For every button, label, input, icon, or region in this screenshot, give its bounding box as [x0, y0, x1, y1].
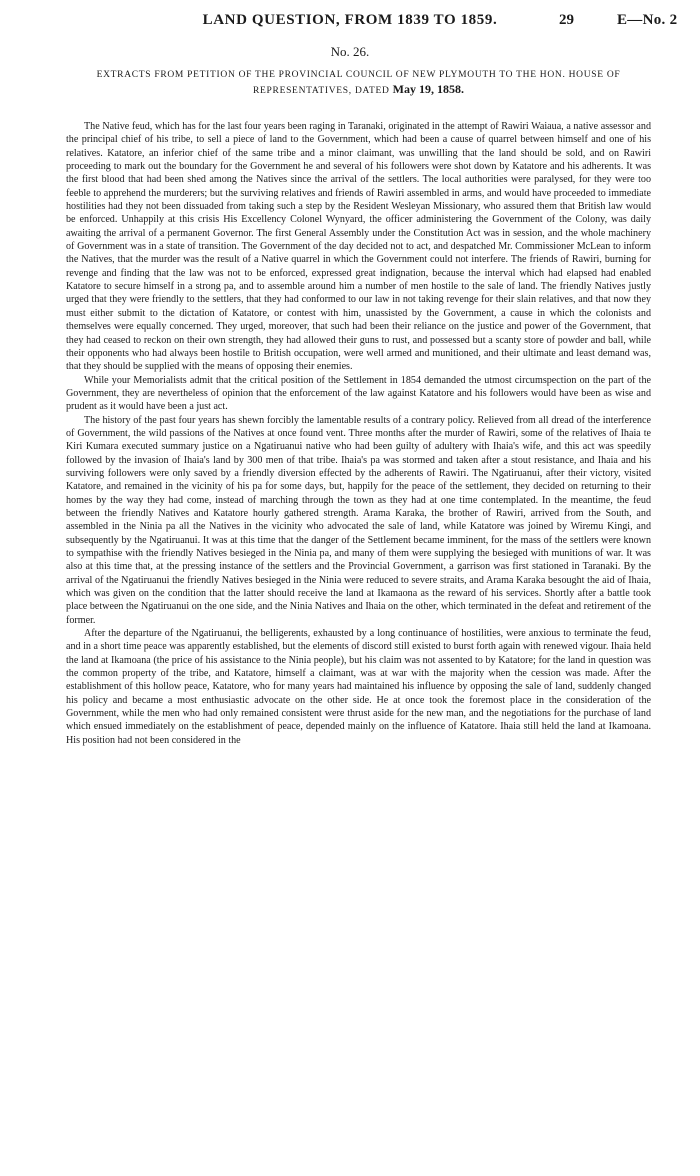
- paragraph: While your Memorialists admit that the critical position of the Settlement in 1854 demanded the utmost circumspection on the part of the Government, they are nevertheless of opinion that the enforcement of the law against Katatore and his followers would have been as wise and prudent as it would have been a just act.: [66, 374, 651, 413]
- page-number: 29: [559, 12, 574, 28]
- extract-heading: [66, 68, 651, 98]
- paragraph: After the departure of the Ngatiruanui, the belligerents, exhausted by a long continuance of hostilities, were anxious to terminate the feud, and in a short time peace was apparently established, but the elements of discord still existed to burst forth again with renewed vigour. Ihaia held the land at Ikamoana (the price of his assistance to the Ninia people), but his claim was not assented to by Katatore; for the land in question was the common property of the tribe, and Katatore, himself a claimant, was at war with the majority when the cession was made. After the establishment of this hollow peace, Katatore, who for many years had maintained his influence by opposing the sale of land, suddenly changed his policy and became a most enthusiastic advocate on the other side. He at once took the foremost place in the consideration of the Government, while the men who had only remained consistent were thrust aside for the new man, and the negotiations for the purchase of land which ensued immediately on the establishment of peace, depended mainly on the influence of Katatore. Ihaia still held the land at Ikamoana. His position had not been considered in the: [66, 628, 651, 746]
- paragraph: The Native feud, which has for the last four years been raging in Taranaki, originated in the attempt of Rawiri Waiaua, a native assessor and the principal chief of his tribe, to sell a piece of land to the Government, which had been a cause of quarrel between himself and one of his relatives. Katatore, an inferior chief of the same tribe and a minor claimant, was unwilling that the land should be sold, and on Rawiri proceeding to mark out the boundary for the Government he and several of his followers were shot down by Katatore and his adherents. It was the first blood that had been shed among the Natives since the arrival of the settlers. The local authorities were paralysed, for they were too feeble to apprehend the murderers; but the surviving relatives and friends of Rawiri assembled in arms, and would have proceeded to immediate hostilities had they not been dissuaded from taking such a step by the Resident Wesleyan Missionary, who assured them that British law would be enforced. Unhappily at this crisis His Excellency Colonel Wynyard, the officer administering the Government of the Colony, was daily awaiting the arrival of a permanent Governor. The first General Assembly under the Constitution Act was in session, and the whole machinery of Government was in a state of transition. The Government of the day decided not to act, and despatched Mr. Commissioner McLean to inform the Natives, that the murder was the result of a Native quarrel in which the Government could not interfere. The friends of Rawiri, burning for revenge and finding that the law was not to be enforced, expressed great indignation, because the interval which had elapsed had enabled Katatore to secure himself in a strong pa, and to assemble around him a number of men hostile to the sale of land. The friendly Natives justly urged that they were friendly to the settlers, that they had conformed to our law in not taking revenge for their slain relatives, and that now they must either submit to the dictation of Katatore, or contest with him, unassisted by the Government, a cause in which the colonists and themselves were equally concerned. They urged, moreover, that such had been their reliance on the justice and power of the Government, that they had ceased to reckon on their own strength, they had allowed their guns to rust, and possessed but a scanty store of powder and ball, while their opponents who had always been hostile to British occupation, were well armed and munitioned, and their ultimate and least demand was, that they should be supplied with the means of opposing their enemies.: [66, 121, 651, 373]
- petition-body: [66, 120, 651, 1160]
- extract-heading-text: EXTRACTS FROM PETITION OF THE PROVINCIAL COUNCIL OF NEW PLYMOUTH TO THE HON. HOUSE OF REPRESENTATIVES, DATED: [96, 70, 621, 96]
- document-reference: E—No. 2: [617, 12, 678, 28]
- running-header: [0, 12, 700, 34]
- paragraph: The history of the past four years has shewn forcibly the lamentable results of a contrary policy. Relieved from all dread of the interference of Government, the wild passions of the Natives at once found vent. Three months after the murder of Rawiri, some of the relatives of Ihaia te Kiri Kumara executed summary justice on a Ngatiruanui native who had been guilty of adultery with Ihaia's wife, and this act was speedily followed by the invasion of Ihaia's land by 300 men of that tribe. Ihaia's pa was stormed and taken after a stout resistance, and Ihaia and his surviving followers were only saved by a friendly diversion effected by the adherents of Rawiri. The Ngatiruanui, after their victory, visited Katatore, and remained in the vicinity of his pa for some days, but, happily for the peace of the settlement, they decided on returning to their homes by the way they had come, instead of marching through the town as they had at one time contemplated. In the meantime, the feud between the friendly Natives and Katatore hourly gathered strength. Arama Karaka, the brother of Rawiri, arrived from the South, and assembled in the Ninia pa all the Natives in the vicinity who advocated the sale of land, while Katatore was joined by Wiremu Kingi, and subsequently by the Ngatiruanui. It was at this time that the danger of the Settlement became imminent, for the mass of the settlers were known to sympathise with the friendly Natives besieged in the Ninia pa, and many of them were supplying the besieged with munitions of war. It was also at this time that, at the pressing instance of the settlers and the Provincial Government, a garrison was first stationed in Taranaki. By the arrival of the Ngatiruanui the friendly Natives besieged in the Ninia were reduced to severe straits, and Arama Karaka besought the aid of Ihaia, which was given on the condition that the latter should receive the land at Ikamaona as the reward of his services. Shortly after a battle took place between the Ngatiruanui on the one side, and the Ninia Natives and Ihaia on the other, which terminated in the defeat and retirement of the former.: [66, 414, 651, 626]
- running-title: LAND QUESTION, FROM 1839 TO 1859.: [202, 12, 498, 28]
- document-number: No. 26.: [330, 44, 370, 59]
- extract-heading-date: May 19, 1858.: [392, 82, 464, 96]
